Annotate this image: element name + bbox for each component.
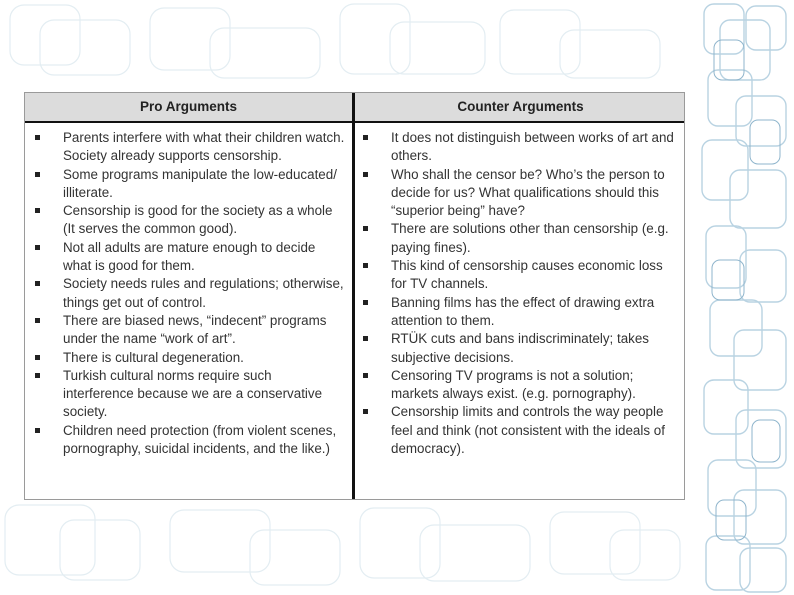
counter-argument-item: Censorship limits and controls the way people feel and think (not consistent with the ideals of democracy). xyxy=(361,403,679,458)
pro-argument-item: There is cultural degeneration. xyxy=(33,349,345,367)
pro-argument-item: Parents interfere with what their children watch. Society already supports censorship. xyxy=(33,129,345,166)
counter-arguments-column xyxy=(361,129,679,458)
column-divider xyxy=(352,93,355,499)
pro-argument-item: Some programs manipulate the low-educated/ illiterate. xyxy=(33,166,345,203)
pro-arguments-header: Pro Arguments xyxy=(139,99,237,114)
pro-argument-item: Censorship is good for the society as a whole (It serves the common good). xyxy=(33,202,345,239)
arguments-table xyxy=(24,92,685,500)
pro-arguments-column xyxy=(33,129,345,458)
pro-argument-item: There are biased news, “indecent” programs under the name “work of art”. xyxy=(33,312,345,349)
pro-argument-item: Children need protection (from violent scenes, pornography, suicidal incidents, and the like.) xyxy=(33,422,345,459)
pro-argument-item: Turkish cultural norms require such interference because we are a conservative society. xyxy=(33,367,345,422)
pro-argument-item: Not all adults are mature enough to decide what is good for them. xyxy=(33,239,345,276)
counter-argument-item: Who shall the censor be? Who’s the person to decide for us? What qualifications should this “superior being” have? xyxy=(361,166,679,221)
decorative-side-pattern xyxy=(700,0,794,595)
counter-argument-item: RTÜK cuts and bans indiscriminately; takes subjective decisions. xyxy=(361,330,679,367)
counter-argument-item: This kind of censorship causes economic loss for TV channels. xyxy=(361,257,679,294)
counter-arguments-header: Counter Arguments xyxy=(457,99,584,114)
counter-arguments-list xyxy=(361,129,679,458)
counter-argument-item: Banning films has the effect of drawing extra attention to them. xyxy=(361,294,679,331)
counter-argument-item: Censoring TV programs is not a solution; markets always exist. (e.g. pornography). xyxy=(361,367,679,404)
counter-argument-item: It does not distinguish between works of art and others. xyxy=(361,129,679,166)
counter-argument-item: There are solutions other than censorship (e.g. paying fines). xyxy=(361,220,679,257)
pro-argument-item: Society needs rules and regulations; otherwise, things get out of control. xyxy=(33,275,345,312)
pro-arguments-list xyxy=(33,129,345,458)
